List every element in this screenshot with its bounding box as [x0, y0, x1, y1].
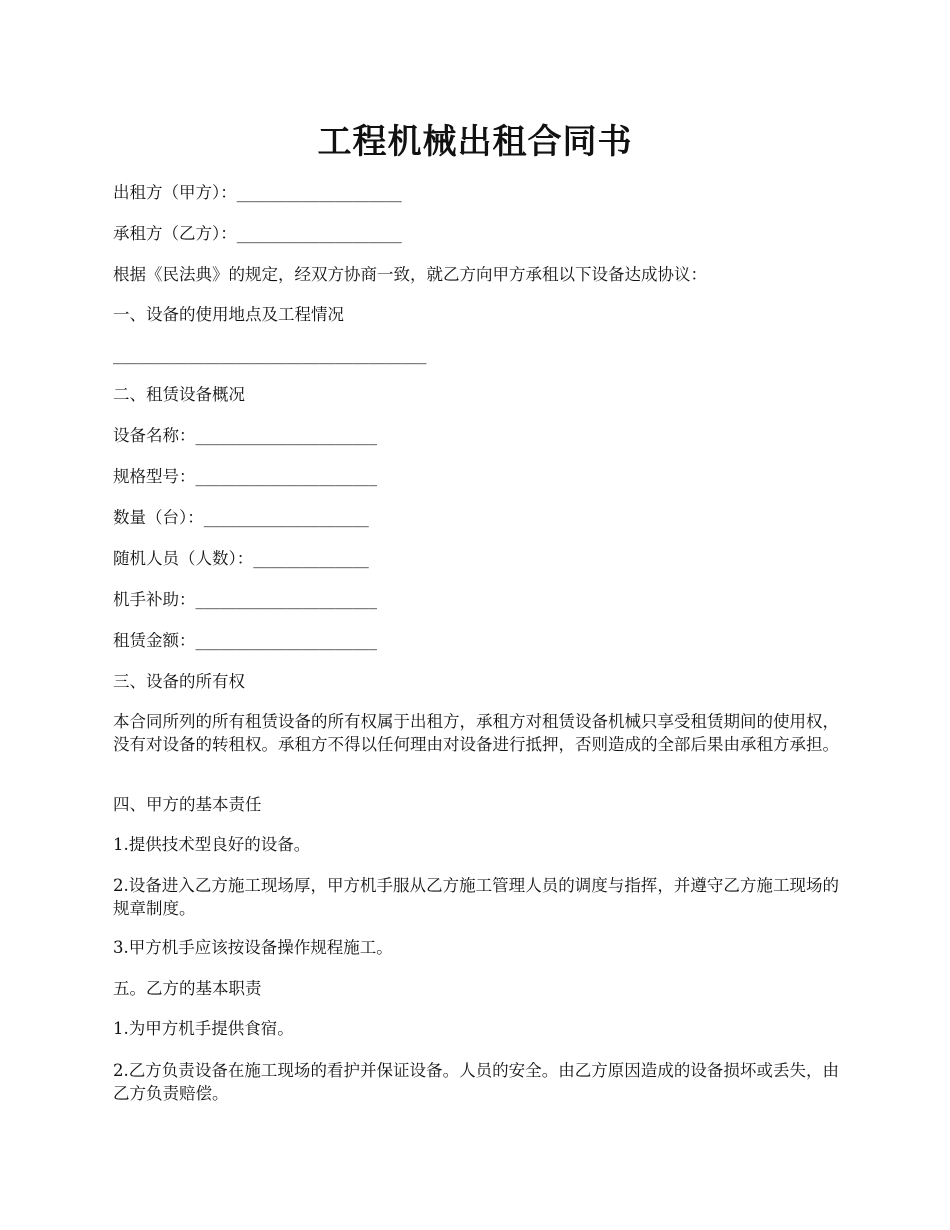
document-title: 工程机械出租合同书	[317, 122, 633, 162]
lessor-line: 出租方（甲方）：____________________	[113, 183, 402, 202]
intro-paragraph: 根据《民法典》的规定，经双方协商一致，就乙方向甲方承租以下设备达成协议：	[113, 265, 707, 284]
section1-blank-line: ______________________________________	[113, 345, 427, 364]
lessee-line: 承租方（乙方）：____________________	[113, 224, 402, 243]
section3-body: 本合同所列的所有租赁设备的所有权属于出租方，承租方对租赁设备机械只享受租赁期间的使用权，没有对设备的转租权。承租方不得以任何理由对设备进行抵押，否则造成的全部后果由承租方承担。	[113, 712, 839, 754]
section3-heading: 三、设备的所有权	[113, 672, 245, 691]
model-spec-field: 规格型号：______________________	[113, 467, 377, 486]
equipment-name-field: 设备名称：______________________	[113, 426, 377, 445]
section5-item-2: 2.乙方负责设备在施工现场的看护并保证设备。人员的安全。由乙方原因造成的设备损坏或丢失，由乙方负责赔偿。	[113, 1061, 839, 1103]
section4-item-1: 1.提供技术型良好的设备。	[113, 835, 311, 854]
section4-heading: 四、甲方的基本责任	[113, 795, 262, 814]
section4-item-2: 2.设备进入乙方施工现场厚，甲方机手服从乙方施工管理人员的调度与指挥，并遵守乙方施工现场的规章制度。	[113, 876, 839, 918]
operator-subsidy-field: 机手补助：______________________	[113, 590, 377, 609]
section1-heading: 一、设备的使用地点及工程情况	[113, 305, 344, 324]
section2-heading: 二、租赁设备概况	[113, 385, 245, 404]
section4-item-3: 3.甲方机手应该按设备操作规程施工。	[113, 938, 393, 957]
quantity-field: 数量（台）：____________________	[113, 508, 369, 527]
section5-heading: 五。乙方的基本职责	[113, 979, 262, 998]
section5-item-1: 1.为甲方机手提供食宿。	[113, 1019, 294, 1038]
rental-amount-field: 租赁金额：______________________	[113, 631, 377, 650]
operators-field: 随机人员（人数）：______________	[113, 549, 369, 568]
